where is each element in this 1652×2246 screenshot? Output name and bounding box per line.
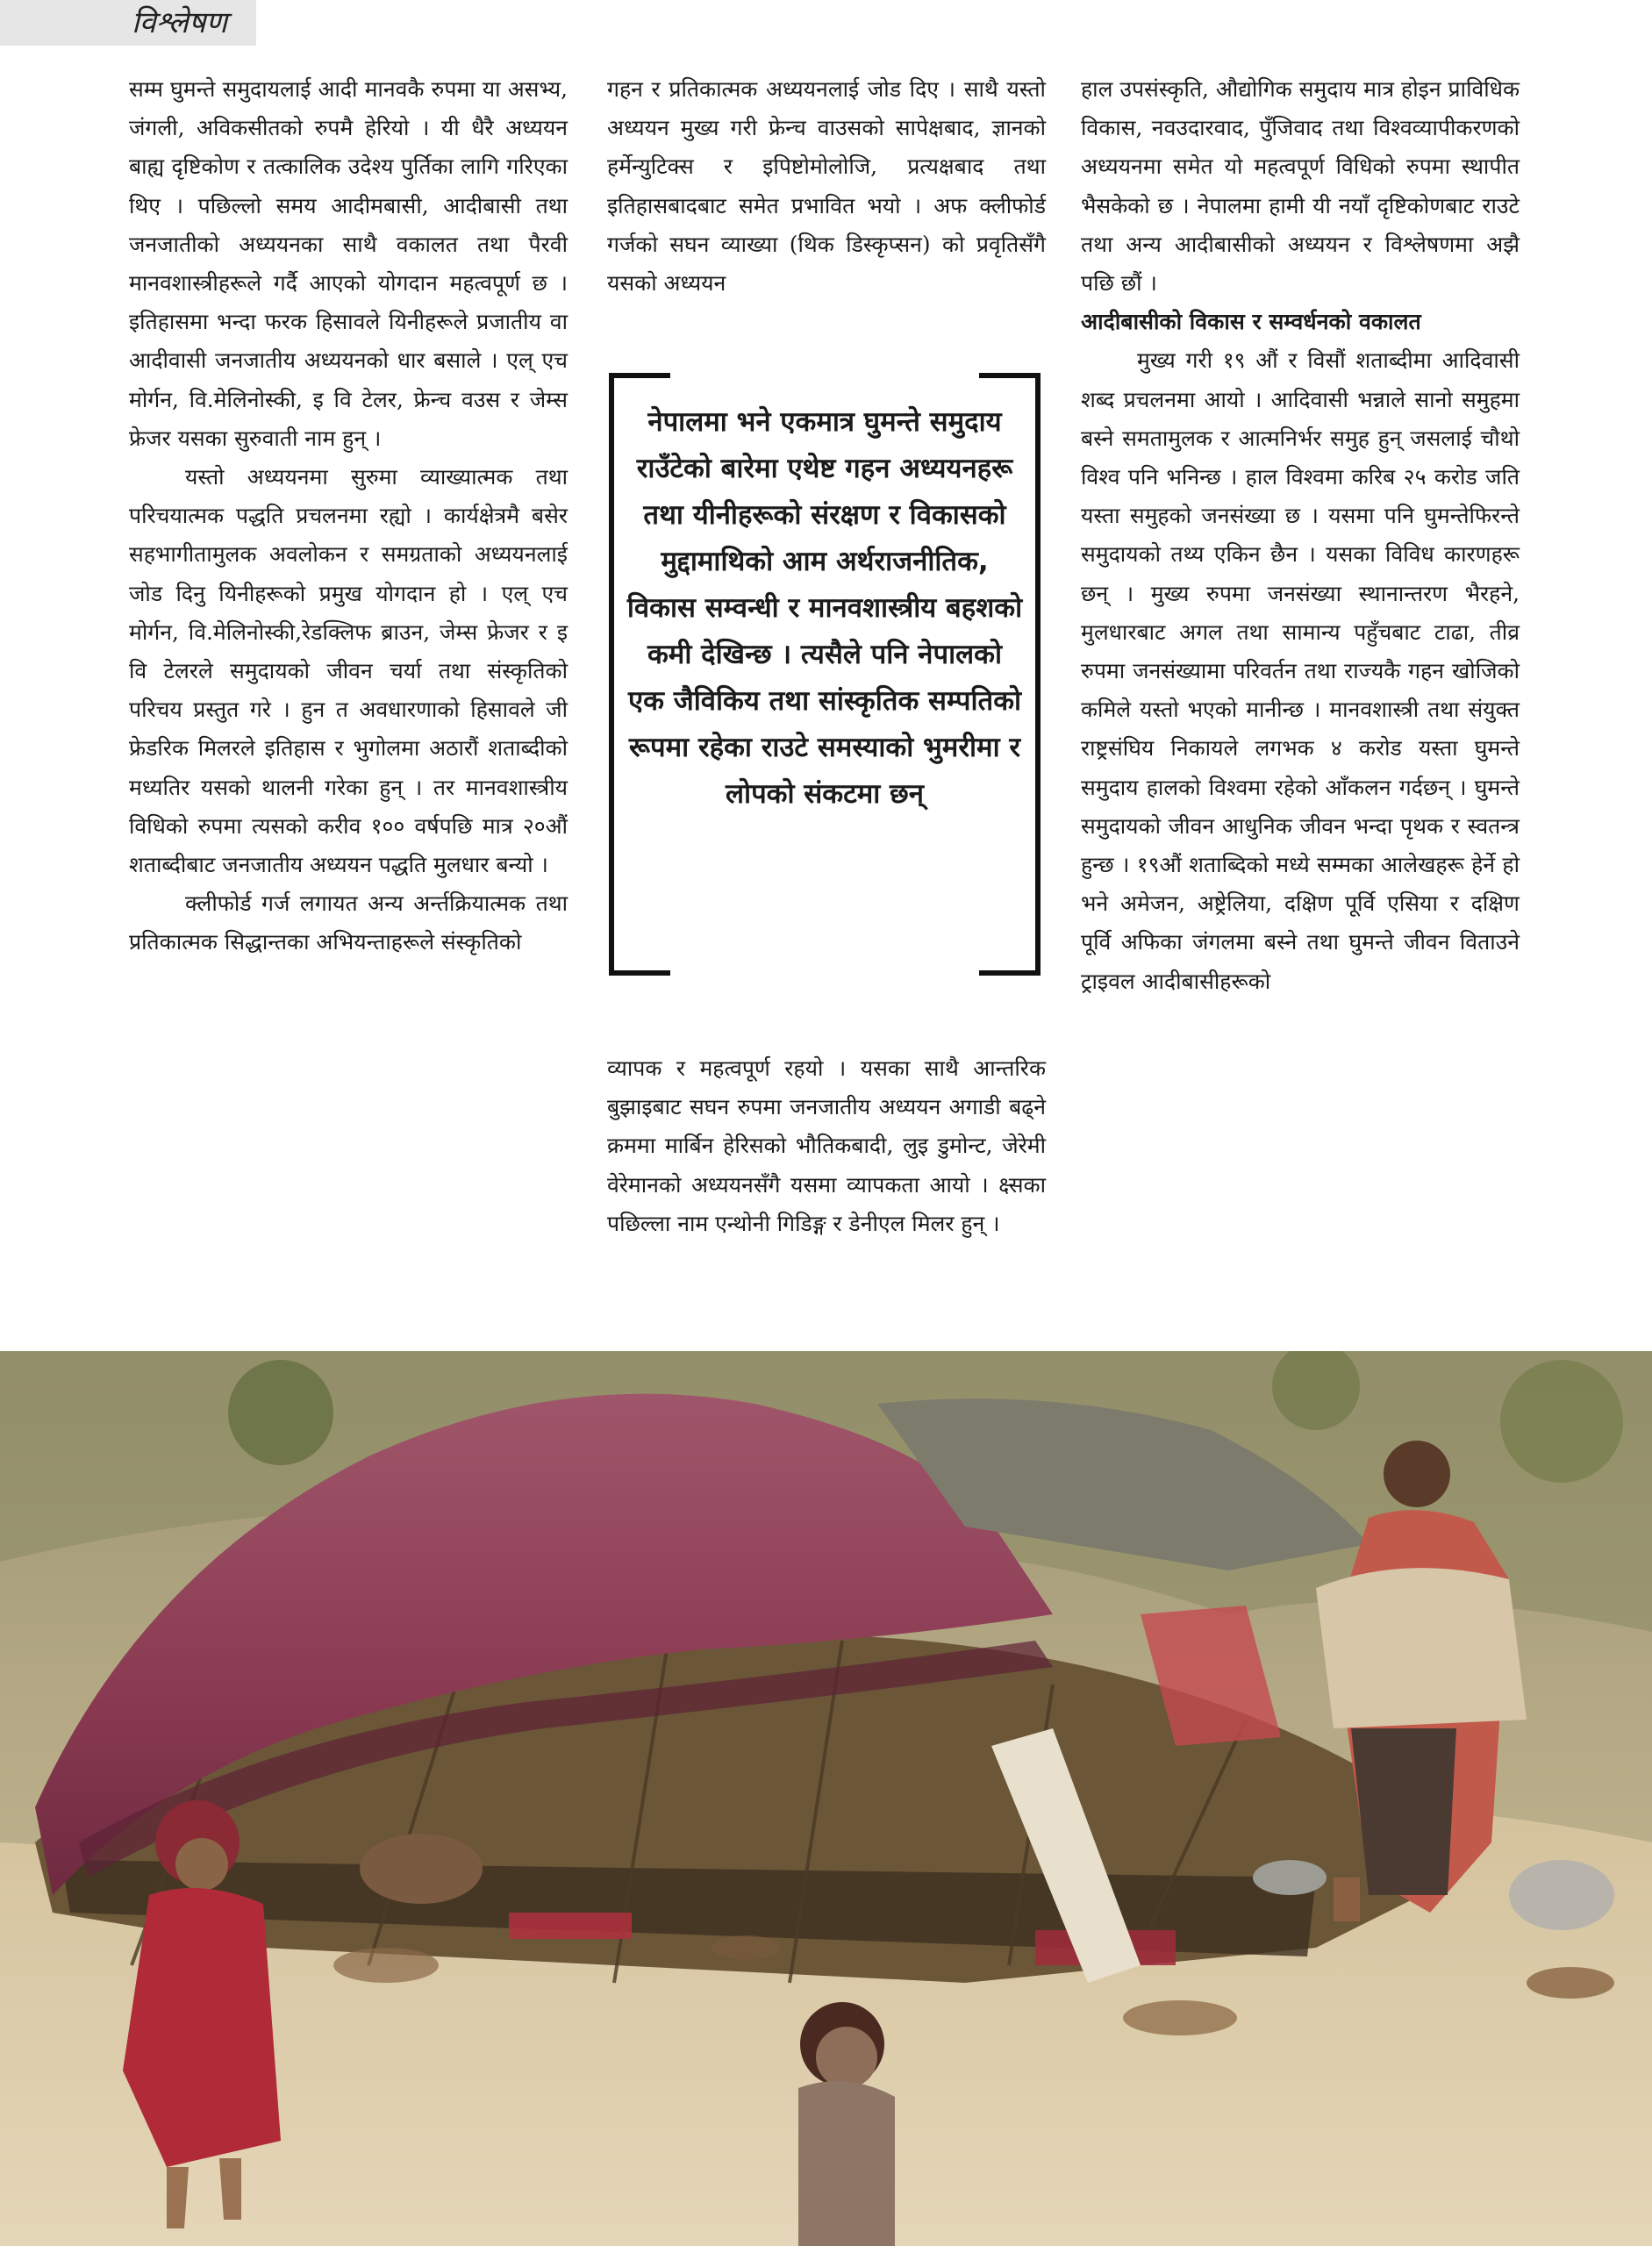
- subheading: आदीबासीको विकास र सम्वर्धनको वकालत: [1081, 309, 1421, 335]
- child-center-figure: [798, 2002, 895, 2246]
- text-column-1: [129, 70, 568, 962]
- pull-quote-bracket: [609, 970, 670, 976]
- paragraph: मुख्य गरी १९ औं र विसौं शताब्दीमा आदिवासी शब्द प्रचलनमा आयो । आदिवासी भन्नाले सानो समुहमा बस्ने समतामुलक र आत्मनिर्भर समुह हुन् जसलाई चौथो विश्व पनि भनिन्छ । हाल विश्वमा करिब २५ करोड जति यस्ता समुहको जनसंख्या छ । यसमा पनि घुमन्तेफिरन्ते समुदायको तथ्य एकिन छैन । यसका विविध कारणहरू छन् । मुख्य रुपमा जनसंख्या स्थानान्तरण भैरहने, मुलधारबाट अगल तथा सामान्य पहुँचबाट टाढा, तीव्र रुपमा जनसंख्यामा परिवर्तन तथा राज्यकै गहन खोजिको कमिले यस्तो भएको मानीन्छ । मानवशास्त्री तथा संयुक्त राष्ट्रसंघिय निकायले लगभक ४ करोड यस्ता घुमन्ते समुदाय हालको विश्वमा रहेको आँकलन गर्दछन् । घुमन्ते समुदायको जीवन आधुनिक जीवन भन्दा पृथक र स्वतन्त्र हुन्छ । १९औं शताब्दिको मध्ये सम्मका आलेखहरू हेर्ने हो भने अमेजन, अष्ट्रेलिया, दक्षिण पूर्वि एसिया र दक्षिण पूर्वि अफिका जंगलमा बस्ने तथा घुमन्ते जीवन विताउने ट्राइवल आदीबासीहरूको: [1081, 347, 1520, 994]
- pull-quote-box: [609, 373, 1041, 976]
- paragraph: यस्तो अध्ययनमा सुरुमा व्याख्यात्मक तथा परिचयात्मक पद्धति प्रचलनमा रह्यो । कार्यक्षेत्रमै बसेर सहभागीतामुलक अवलोकन र समग्रताको अध्ययनलाई जोड दिनु यिनीहरूको प्रमुख योगदान हो । एल् एच मोर्गन, वि.मेलिनोस्की,रेडक्लिफ ब्राउन, जेम्स फ्रेजर र इ वि टेलरले समुदायको जीवन चर्या तथा संस्कृतिको परिचय प्रस्तुत गरे । हुन त अवधारणाको हिसावले जी फ्रेडरिक मिलरले इतिहास र भुगोलमा अठारौं शताब्दीको मध्यतिर यसको थालनी गरेका हुन् । तर मानवशास्त्रीय विधिको रुपमा त्यसको करीव १०० वर्षपछि मात्र २०औं शताब्दीबाट जनजातीय अध्ययन पद्धति मुलधार बन्यो ।: [129, 464, 568, 878]
- paragraph: व्यापक र महत्वपूर्ण रहयो । यसका साथै आन्तरिक बुझाइबाट सघन रुपमा जनजातीय अध्ययन अगाडी बढ्ने क्रममा मार्बिन हेरिसको भौतिकबादी, लुइ डुमोन्ट, जेरेमी वेरेमानको अध्ययनसँगै यसमा व्यापकता आयो । क्ष्सका पछिल्ला नाम एन्थोनी गिडिङ्ग र डेनीएल मिलर हुन् ।: [607, 1055, 1046, 1236]
- section-label: विश्लेषण: [132, 5, 228, 40]
- paragraph: गहन र प्रतिकात्मक अध्ययनलाई जोड दिए । साथै यस्तो अध्ययन मुख्य गरी फ्रेन्च वाउसको सापेक्षबाद, ज्ञानको हर्मेन्युटिक्स र इपिष्टोमोलोजि, प्रत्यक्षबाद तथा इतिहासबादबाट समेत प्रभावित भयो । अफ क्लीफोर्ड गर्जको सघन व्याख्या (थिक डिस्कृप्सन) को प्रवृतिसँगै यसको अध्ययन: [607, 76, 1046, 297]
- pull-quote-bracket: [979, 970, 1041, 976]
- text-column-2-top: [607, 70, 1046, 303]
- pull-quote-bracket: [979, 373, 1041, 378]
- paragraph: सम्म घुमन्ते समुदायलाई आदी मानवकै रुपमा या असभ्य, जंगली, अविकसीतको रुपमै हेरियो । यी धैरै अध्ययन बाह्य दृष्टिकोण र तत्कालिक उदेश्य पुर्तिका लागि गरिएका थिए । पछिल्लो समय आदीमबासी, आदीबासी तथा जनजातीको अध्ययनका साथै वकालत तथा पैरवी मानवशास्त्रीहरूले गर्दै आएको योगदान महत्वपूर्ण छ । इतिहासमा भन्दा फरक हिसावले यिनीहरूले प्रजातीय वा आदीवासी जनजातीय अध्ययनको धार बसाले । एल् एच मोर्गन, वि.मेलिनोस्की, इ वि टेलर, फ्रेन्च वउस र जेम्स फ्रेजर यसका सुरुवाती नाम हुन् ।: [129, 76, 568, 451]
- pull-quote-border-right: [1035, 373, 1041, 976]
- text-column-3: [1081, 70, 1520, 1001]
- section-header-tab: [0, 0, 256, 46]
- pull-quote-text: नेपालमा भने एकमात्र घुमन्ते समुदाय राउँटेको बारेमा एथेष्ट गहन अध्ययनहरू तथा यीनीहरूको संरक्षण र विकासको मुद्दामाथिको आम अर्थराजनीतिक, विकास सम्वन्धी र मानवशास्त्रीय बहशको कमी देखिन्छ । त्यसैले पनि नेपालको एक जैविकिय तथा सांस्कृतिक सम्पतिको रूपमा रहेका राउटे समस्याको भुमरीमा र लोपको संकटमा छन्: [626, 406, 1023, 810]
- paragraph: क्लीफोर्ड गर्ज लगायत अन्य अर्न्तक्रियात्मक तथा प्रतिकात्मक सिद्धान्तका अभियन्ताहरूले संस्कृतिको: [129, 891, 568, 955]
- text-column-2-bottom: [607, 1049, 1046, 1243]
- paragraph: हाल उपसंस्कृति, औद्योगिक समुदाय मात्र होइन प्राविधिक विकास, नवउदारवाद, पुँजिवाद तथा विश्वव्यापीकरणको अध्ययनमा समेत यो महत्वपूर्ण विधिको रुपमा स्थापीत भैसकेको छ । नेपालमा हामी यी नयाँ दृष्टिकोणबाट राउटे तथा अन्य आदीबासीको अध्ययन र विश्लेषणमा अझै पछि छौं ।: [1081, 76, 1520, 297]
- pull-quote-border-left: [609, 373, 614, 976]
- pull-quote-bracket: [609, 373, 670, 378]
- photo-raute-camp: [0, 1351, 1652, 2246]
